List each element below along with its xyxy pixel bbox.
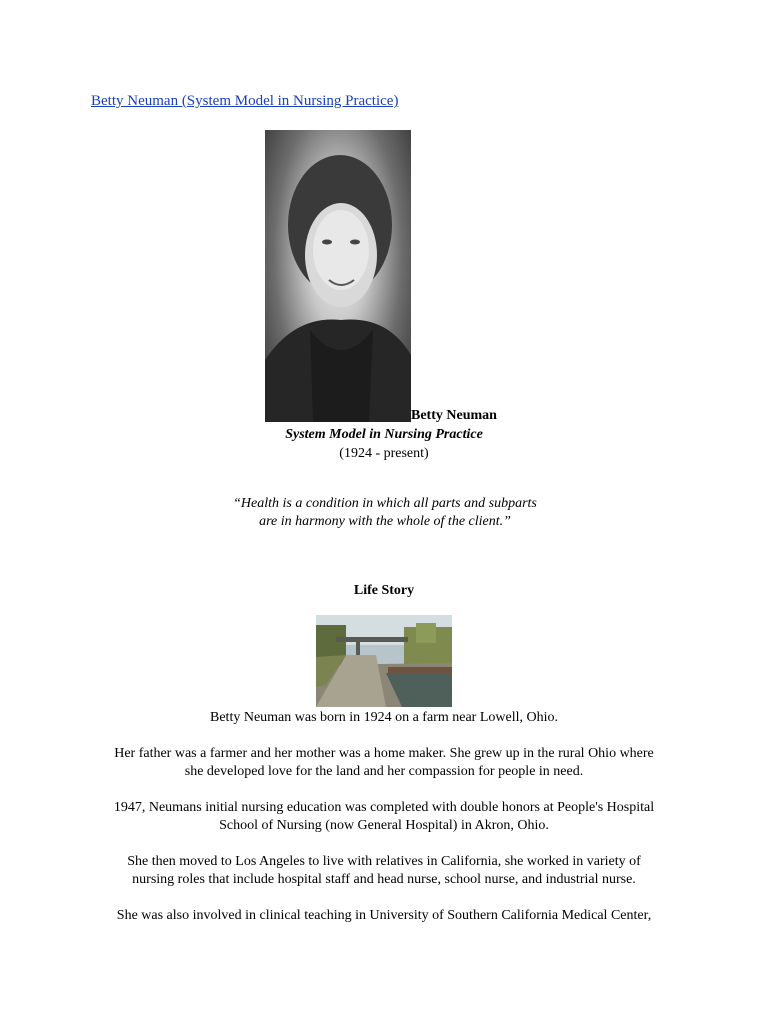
paragraph-line: she developed love for the land and her compassion for people in need. xyxy=(184,764,584,779)
paragraph-line: 1947, Neumans initial nursing education was completed with double honors at People's Hospital xyxy=(113,800,655,815)
paragraph xyxy=(80,799,688,835)
paragraph xyxy=(80,745,688,781)
paragraph xyxy=(80,709,688,727)
paragraph-line: Betty Neuman was born in 1924 on a farm near Lowell, Ohio. xyxy=(210,710,558,725)
paragraph xyxy=(80,907,688,925)
farm-photo xyxy=(316,615,452,707)
paragraph-line: nursing roles that include hospital staff and head nurse, school nurse, and industrial nurse. xyxy=(132,872,636,887)
paragraph-line: School of Nursing (now General Hospital) in Akron, Ohio. xyxy=(219,818,549,833)
section-heading: Life Story xyxy=(353,583,415,598)
caption-model-text: System Model in Nursing Practice xyxy=(285,427,483,442)
paragraph-line: She was also involved in clinical teaching in University of Southern California Medical Center, xyxy=(116,908,652,923)
caption-name: Betty Neuman xyxy=(411,408,497,423)
title-link[interactable]: Betty Neuman (System Model in Nursing Practice) xyxy=(91,93,399,109)
paragraph-line: Her father was a farmer and her mother was a home maker. She grew up in the rural Ohio where xyxy=(114,746,654,761)
caption-model xyxy=(0,427,768,443)
paragraph xyxy=(80,853,688,889)
quote xyxy=(0,495,768,531)
quote-line: “Health is a condition in which all parts and subparts xyxy=(233,496,537,511)
quote-line: are in harmony with the whole of the client.” xyxy=(259,514,511,529)
paragraph-line: She then moved to Los Angeles to live with relatives in California, she worked in variety of xyxy=(127,854,641,869)
caption-years: (1924 - present) xyxy=(339,446,429,461)
portrait-photo xyxy=(265,130,411,422)
